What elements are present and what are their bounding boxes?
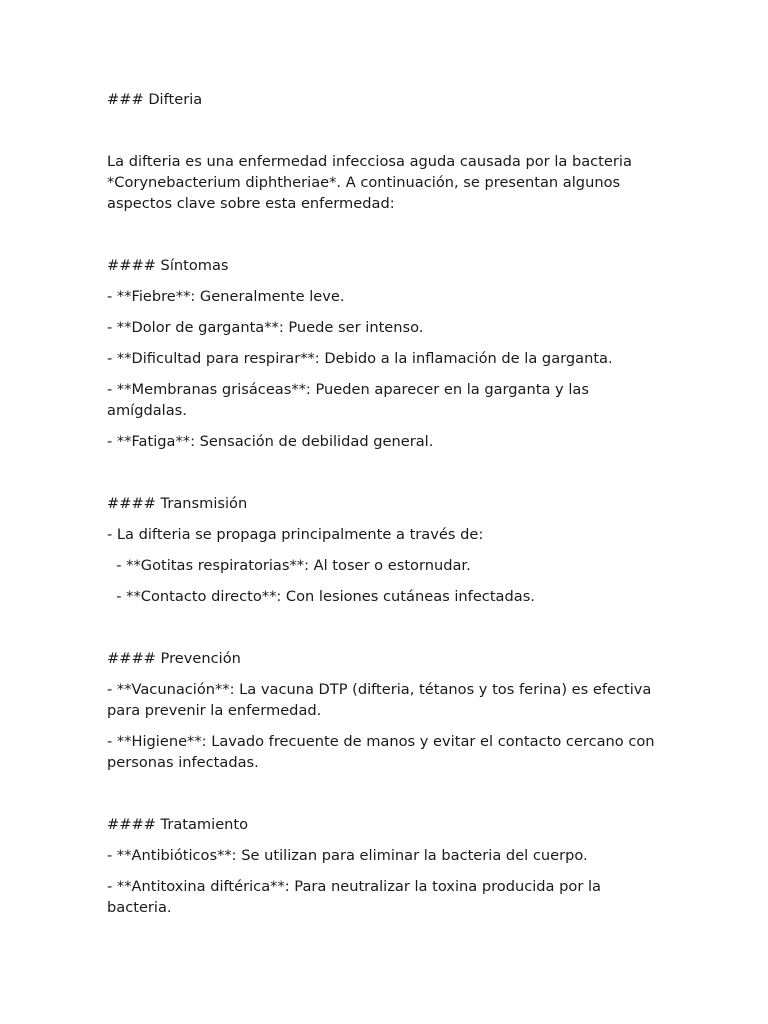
section-heading: #### Transmisión (107, 495, 248, 512)
intro-paragraph: La difteria es una enfermedad infecciosa aguda causada por la bacteria *Corynebacterium diphtheriae*. A continuación, se presentan algunos aspectos clave sobre esta enfermedad: (107, 153, 637, 212)
list-item: - **Antibióticos**: Se utilizan para eliminar la bacteria del cuerpo. (107, 847, 588, 864)
document-title: ### Difteria (107, 91, 203, 108)
list-item: - **Vacunación**: La vacuna DTP (difteria, tétanos y tos ferina) es efectiva para prevenir la enfermedad. (107, 681, 657, 719)
list-item: - **Gotitas respiratorias**: Al toser o estornudar. (107, 557, 471, 574)
section-tratamiento (107, 814, 667, 918)
section-heading: #### Tratamiento (107, 816, 249, 833)
list-item: - **Dolor de garganta**: Puede ser intenso. (107, 319, 424, 336)
section-heading: #### Síntomas (107, 257, 229, 274)
list-item: - **Higiene**: Lavado frecuente de manos y evitar el contacto cercano con personas infectadas. (107, 733, 660, 771)
list-item: - **Dificultad para respirar**: Debido a la inflamación de la garganta. (107, 350, 613, 367)
section-heading: #### Prevención (107, 650, 241, 667)
list-item: - **Fiebre**: Generalmente leve. (107, 288, 345, 305)
list-item: - **Fatiga**: Sensación de debilidad general. (107, 433, 434, 450)
document-page (107, 89, 667, 918)
section-sintomas (107, 255, 667, 452)
section-prevencion (107, 648, 667, 773)
list-item: - **Antitoxina diftérica**: Para neutralizar la toxina producida por la bacteria. (107, 878, 606, 916)
list-item: - **Membranas grisáceas**: Pueden aparecer en la garganta y las amígdalas. (107, 381, 594, 419)
list-item: - **Contacto directo**: Con lesiones cutáneas infectadas. (107, 588, 535, 605)
section-transmision (107, 493, 667, 607)
list-item: - La difteria se propaga principalmente a través de: (107, 526, 484, 543)
